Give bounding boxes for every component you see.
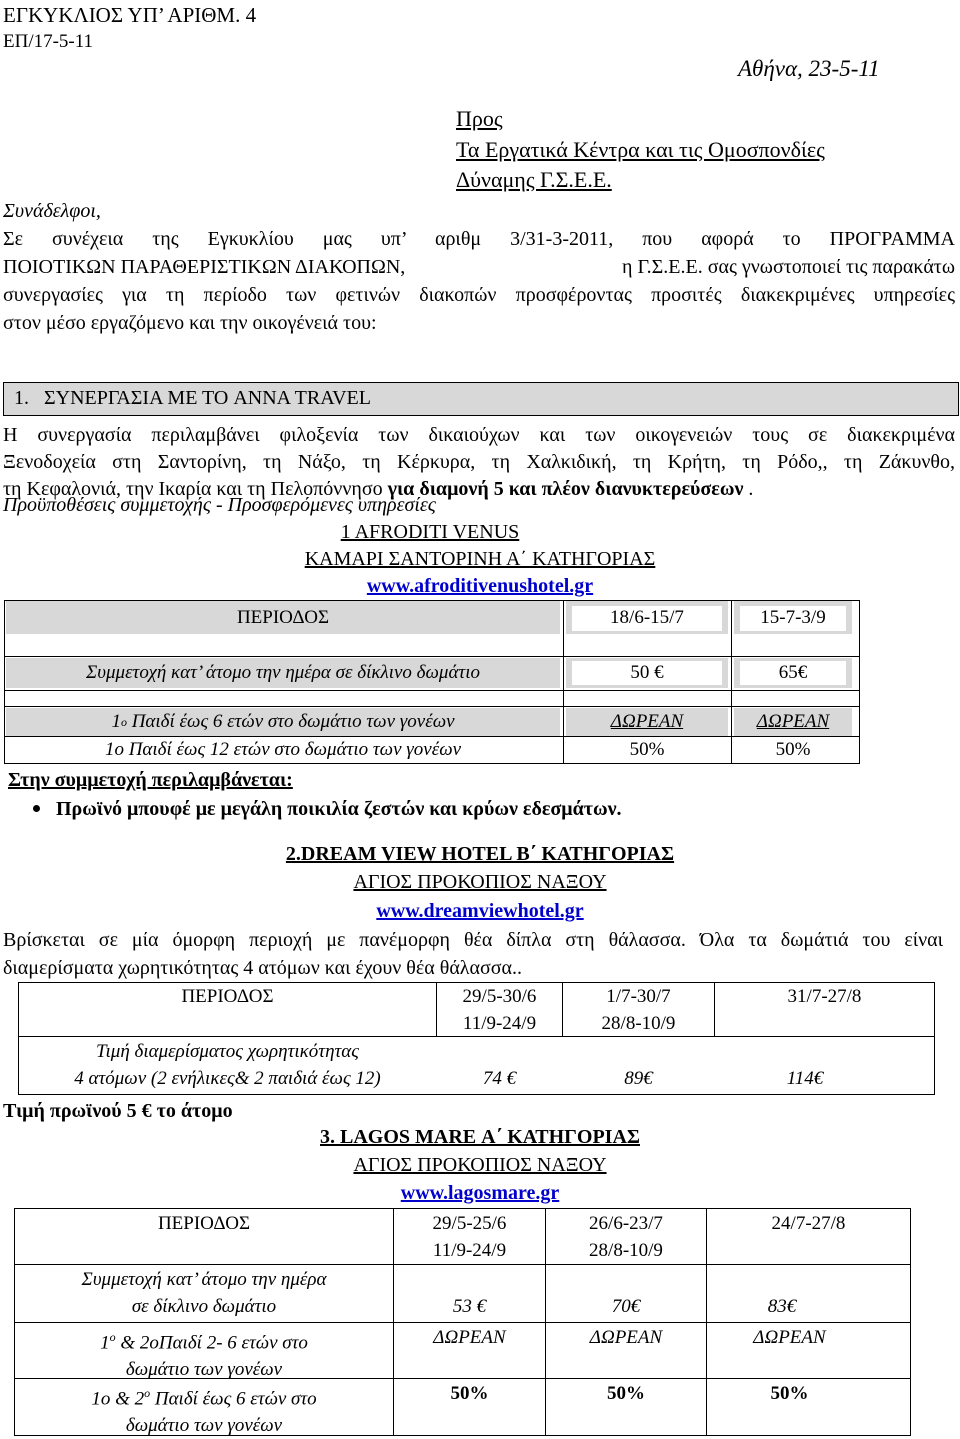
h1-rate-2: 65€ <box>778 662 808 683</box>
h2-price-2: 89€ <box>624 1068 653 1089</box>
intro-line-2 <box>3 255 955 279</box>
intro-line-3: συνεργασίες για τη περίοδο των φετινών διακοπών προσφέροντας προσιτές διακεκριμένες υπηρεσίες <box>3 284 955 306</box>
h1-period-2: 15-7-3/9 <box>760 607 826 628</box>
h2-price-1: 74 € <box>482 1068 517 1089</box>
h3-child-1-value-2: ΔΩΡΕΑΝ <box>589 1327 663 1348</box>
hotel-2-name: 2.DREAM VIEW HOTEL Β΄ ΚΑΤΗΓΟΡΙΑΣ <box>285 843 675 865</box>
h2-period-1b: 11/9-24/9 <box>462 1013 537 1034</box>
hotel-2-description-line-2: διαμερίσματα χωρητικότητας 4 ατόμων και έχουν θέα θάλασσα.. <box>3 957 523 979</box>
h3-child-2-text-1: Παιδί έως 6 ετών στο <box>150 1388 317 1410</box>
hotel-1-location: ΚΑΜΑΡΙ ΣΑΝΤΟΡΙΝΗ Α΄ ΚΑΤΗΓΟΡΙΑΣ <box>304 548 656 570</box>
section-1-heading: 1. ΣΥΝΕΡΓΑΣΙΑ ΜΕ ΤΟ ANNA TRAVEL <box>14 387 371 409</box>
h1-child-2-label: 1ο Παιδί έως 12 ετών στο δωμάτιο των γονέων <box>104 739 462 760</box>
program-name: ΠΟΙΟΤΙΚΩΝ ΠΑΡΑΘΕΡΙΣΤΙΚΩΝ ΔΙΑΚΟΠΩΝ, <box>3 256 406 278</box>
intro-line-1-text: Σε συνέχεια της Εγκυκλίου μας υπ’ αριθμ 3/31-3-2011, που αφορά το ΠΡΟΓΡΑΜΜΑ <box>3 228 955 250</box>
h3-period-3: 24/7-27/8 <box>771 1213 846 1234</box>
h1-child-1-value-2-text: ΔΩΡΕΑΝ <box>756 711 830 732</box>
section-1-paragraph-line-2: Ξενοδοχεία στη Σαντορίνη, τη Νάξο, τη Κέρκυρα, τη Χαλκιδική, τη Κρήτη, τη Ρόδο,, τη Ζάκυνθο, <box>3 451 955 473</box>
intro-line-4: στον μέσο εργαζόμενο και την οικογένειά του: <box>3 312 377 334</box>
h3-rate-label <box>15 1266 393 1320</box>
h1-child-1-text: Παιδί έως 6 ετών στο δωμάτιο των γονέων <box>126 711 455 732</box>
h3-period-1 <box>394 1210 545 1264</box>
h2-breakfast-price: Τιμή πρωϊνού 5 € το άτομο <box>3 1100 233 1122</box>
h1-child-1-label <box>6 708 560 736</box>
section-1-places: τη Κεφαλονιά, την Ικαρία και τη Πελοπόννησο <box>3 478 383 500</box>
h1-child-1-value-1-text: ΔΩΡΕΑΝ <box>610 711 684 732</box>
hotel-2-location: ΑΓΙΟΣ ΠΡΟΚΟΠΙΟΣ ΝΑΞΟΥ <box>353 871 607 893</box>
h2-period-1a: 29/5-30/6 <box>462 986 537 1007</box>
h2-period-3: 31/7-27/8 <box>787 986 862 1007</box>
bullet-dot <box>33 805 40 812</box>
hotel-2-website-link[interactable]: www.dreamviewhotel.gr <box>376 900 584 922</box>
reference-number: ΕΠ/17-5-11 <box>3 31 94 52</box>
h1-rate-label: Συμμετοχή κατ’ άτομο την ημέρα σε δίκλινο δωμάτιο <box>85 662 481 683</box>
to-label: Προς <box>456 106 503 131</box>
hotel-1-website-link[interactable]: www.afroditivenushotel.gr <box>366 575 594 597</box>
hotel-1-name: 1 AFRODITI VENUS <box>340 521 520 543</box>
h1-includes-breakfast: Πρωϊνό μπουφέ με μεγάλη ποικιλία ζεστών και κρύων εδεσμάτων. <box>56 798 622 820</box>
hotel-3-website-link[interactable]: www.lagosmare.gr <box>400 1182 560 1204</box>
h2-price-label <box>19 1038 436 1092</box>
h3-rate-label-1: Συμμετοχή κατ’ άτομο την ημέρα <box>81 1269 327 1290</box>
h3-child-2-label <box>15 1380 393 1439</box>
h3-child-1-number: 1 <box>100 1332 110 1354</box>
h1-child-2-value-2: 50% <box>775 739 811 760</box>
h1-period-label: ΠΕΡΙΟΔΟΣ <box>236 607 330 628</box>
h1-includes-label: Στην συμμετοχή περιλαμβάνεται: <box>8 769 293 791</box>
h3-period-1a: 29/5-25/6 <box>432 1213 507 1234</box>
intro-line-1 <box>3 227 955 251</box>
h2-period-label: ΠΕΡΙΟΔΟΣ <box>181 986 274 1007</box>
intro-line-2-rest: η Γ.Σ.Ε.Ε. σας γνωστοποιεί τις παρακάτω <box>622 256 955 278</box>
section-1-paragraph-line-1: Η συνεργασία περιλαμβάνει φιλοξενία των δικαιούχων και των οικογενειών τους σε διακεκριμένα <box>3 424 955 446</box>
hotel-3-location: ΑΓΙΟΣ ΠΡΟΚΟΠΙΟΣ ΝΑΞΟΥ <box>353 1154 607 1176</box>
h1-period-1: 18/6-15/7 <box>610 607 684 628</box>
circular-number: ΕΓΚΥΚΛΙΟΣ ΥΠ’ ΑΡΙΘΜ. 4 <box>3 3 257 27</box>
place-date: Αθήνα, 23-5-11 <box>738 56 880 81</box>
section-1-period: . <box>748 478 754 500</box>
h3-child-2-value-3: 50% <box>770 1383 809 1404</box>
section-1-stay-length: για διαμονή 5 και πλέον διανυκτερεύσεων <box>387 478 744 500</box>
hotel-2-description-line-1: Βρίσκεται σε μία όμορφη περιοχή με πανέμορφη θέα δίπλα στη θάλασσα. Όλα τα δωμάτιά του είναι <box>3 929 943 951</box>
h3-rate-label-2: σε δίκλινο δωμάτιο <box>131 1296 277 1317</box>
to-line-2: Δύναμης Γ.Σ.Ε.Ε. <box>456 167 612 192</box>
h3-period-label: ΠΕΡΙΟΔΟΣ <box>157 1213 251 1234</box>
h2-price-3: 114€ <box>786 1068 824 1089</box>
h1-child-1-number: 1 <box>111 711 121 732</box>
h2-price-label-2: 4 ατόμων (2 ενήλικες& 2 παιδιά έως 12) <box>74 1068 381 1089</box>
h2-period-2a: 1/7-30/7 <box>606 986 671 1007</box>
h3-period-2a: 26/6-23/7 <box>589 1213 663 1234</box>
h2-price-label-1: Τιμή διαμερίσματος χωρητικότητας <box>96 1041 359 1062</box>
h3-rate-3: 83€ <box>767 1296 797 1317</box>
h1-child-1-value-1 <box>566 708 728 736</box>
h3-rate-1: 53 € <box>452 1296 487 1317</box>
h1-child-1-value-2 <box>734 708 852 736</box>
h3-child-1-value-1: ΔΩΡΕΑΝ <box>433 1327 506 1348</box>
h3-child-1-label <box>15 1324 393 1383</box>
h3-period-1b: 11/9-24/9 <box>432 1240 507 1261</box>
h2-period-2b: 28/8-10/9 <box>601 1013 676 1034</box>
h3-child-1-value-3: ΔΩΡΕΑΝ <box>753 1327 826 1348</box>
h3-period-2 <box>546 1210 706 1264</box>
h1-child-1-ordinal: ο <box>120 715 127 729</box>
h2-period-2 <box>563 983 714 1037</box>
h3-child-1-text-2: δωμάτιο των γονέων <box>125 1359 283 1381</box>
h3-rate-2: 70€ <box>611 1296 641 1317</box>
h3-child-2-value-1: 50% <box>450 1383 489 1404</box>
h3-child-2-number: 1ο & 2 <box>91 1388 145 1410</box>
h1-rate-1: 50 € <box>630 662 664 683</box>
h3-period-2b: 28/8-10/9 <box>589 1240 663 1261</box>
h2-period-1 <box>437 983 562 1037</box>
greeting: Συνάδελφοι, <box>3 200 101 222</box>
hotel-3-name: 3. LAGOS MARE Α΄ ΚΑΤΗΓΟΡΙΑΣ <box>320 1126 640 1148</box>
h3-child-2-text-2: δωμάτιο των γονέων <box>125 1415 283 1437</box>
to-line-1: Τα Εργατικά Κέντρα και τις Ομοσπονδίες <box>456 137 825 162</box>
h3-child-1-ordinal: ο <box>109 1330 116 1344</box>
h1-child-2-value-1: 50% <box>629 739 665 760</box>
h3-child-1-text-1: & 2οΠαιδί 2- 6 ετών στο <box>115 1332 308 1354</box>
conditions-heading: Προϋποθέσεις συμμετοχής - Προσφερόμενες υπηρεσίες <box>3 494 436 516</box>
h3-child-2-ordinal: ο <box>144 1386 151 1400</box>
h3-child-2-value-2: 50% <box>607 1383 645 1404</box>
